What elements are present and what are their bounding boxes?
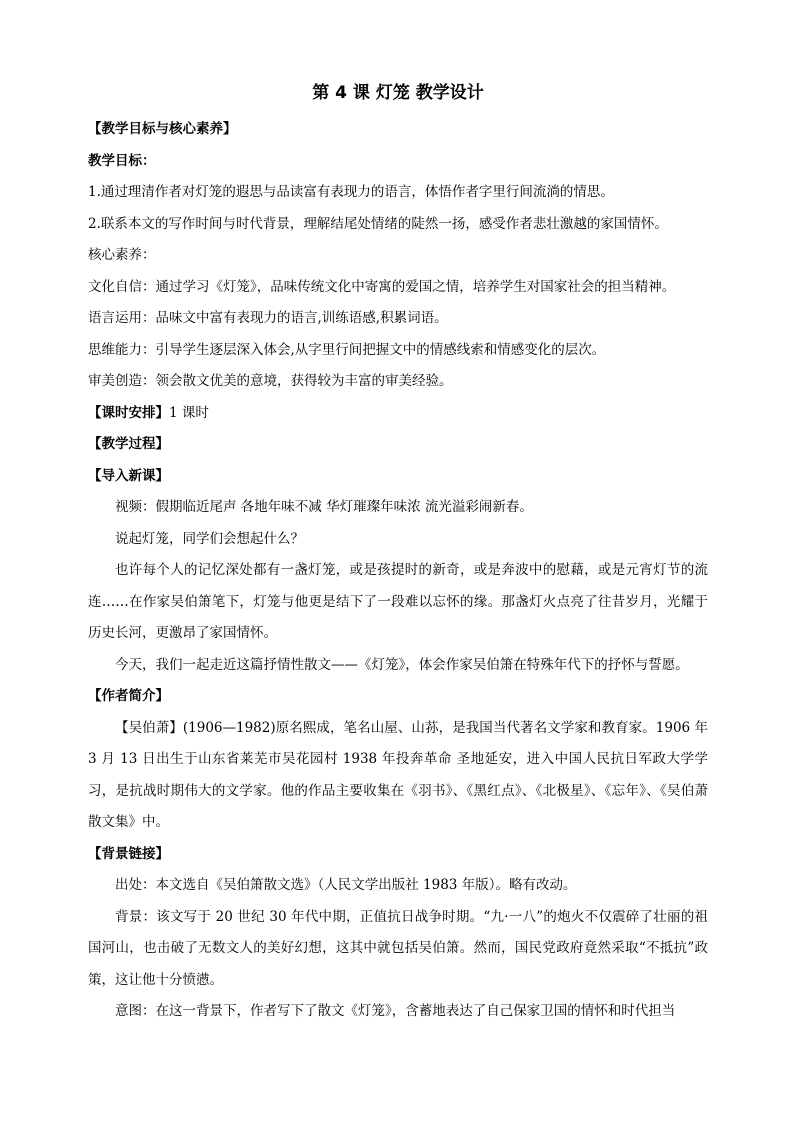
author-paragraph: 【吴伯萧】(1906—1982)原名熙成，笔名山屋、山荪，是我国当代著名文学家和教育家。1906 年 3 月 13 日出生于山东省莱芜市吴花园村 1938 年投奔革命 圣地延安，进入中国人民抗日军政大学学习，是抗战时期伟大的文学家。他的作品主要收集在《羽书》、《黑红点》、《北极星》、《忘年》、《吴伯萧散文集》中。 bbox=[88, 719, 708, 830]
hours-value: 1 课时 bbox=[169, 404, 209, 421]
background-heading: 【背景链接】 bbox=[88, 845, 169, 862]
goal-1: 1.通过理清作者对灯笼的遐思与品读富有表现力的语言，体悟作者字里行间流淌的情思。 bbox=[88, 184, 614, 200]
document-page bbox=[88, 80, 708, 1028]
page-title: 第 4 课 灯笼 教学设计 bbox=[312, 83, 484, 103]
core-3: 思维能力：引导学生逐层深入体会,从字里行间把握文中的情感线索和情感变化的层次。 bbox=[88, 341, 606, 358]
intent-paragraph: 意图：在这一背景下，作者写下了散文《灯笼》，含蓄地表达了自己保家卫国的情怀和时代担当 bbox=[115, 1003, 676, 1019]
intro-paragraph-4: 今天，我们一起走近这篇抒情性散文——《灯笼》，体会作家吴伯箫在特殊年代下的抒怀与誓愿。 bbox=[115, 656, 689, 673]
hours-heading: 【课时安排】 bbox=[88, 404, 169, 421]
core-4: 审美创造：领会散文优美的意境，获得较为丰富的审美经验。 bbox=[88, 373, 453, 389]
source-paragraph: 出处：本文选自《吴伯箫散文选》（人民文学出版社 1983 年版）。略有改动。 bbox=[115, 877, 577, 893]
core-1: 文化自信：通过学习《灯笼》，品味传统文化中寄寓的爱国之情，培养学生对国家社会的担当精神。 bbox=[88, 278, 676, 295]
process-heading: 【教学过程】 bbox=[88, 436, 169, 452]
core-label: 核心素养： bbox=[88, 247, 156, 263]
intro-heading: 【导入新课】 bbox=[88, 467, 169, 484]
author-heading: 【作者简介】 bbox=[88, 688, 169, 704]
core-2: 语言运用：品味文中富有表现力的语言,训练语感,积累词语。 bbox=[88, 310, 448, 326]
intro-paragraph-1: 视频：假期临近尾声 各地年味不减 华灯璀璨年味浓 流光溢彩闹新春。 bbox=[115, 499, 533, 515]
hours-line bbox=[88, 398, 708, 430]
background-paragraph: 背景：该文写于 20 世纪 30 年代中期，正值抗日战争时期。“九·一八”的炮火不仅震碎了壮丽的祖国河山，也击破了无数文人的美好幻想，这其中就包括吴伯箫。然而，国民党政府竟然采取“不抵抗”政策，这让他十分愤懑。 bbox=[88, 908, 708, 988]
goals-label: 教学目标： bbox=[88, 152, 156, 169]
goals-heading: 【教学目标与核心素养】 bbox=[88, 121, 237, 137]
intro-paragraph-3: 也许每个人的记忆深处都有一盏灯笼，或是孩提时的新奇，或是奔波中的慰藉，或是元宵灯节的流连……在作家吴伯箫笔下，灯笼与他更是结下了一段难以忘怀的缘。那盏灯火点亮了往昔岁月，光耀于历史长河，更激昂了家国情怀。 bbox=[88, 562, 708, 641]
intro-paragraph-2: 说起灯笼，同学们会想起什么？ bbox=[115, 530, 304, 547]
goal-2: 2.联系本文的写作时间与时代背景，理解结尾处情绪的陡然一扬，感受作者悲壮激越的家国情怀。 bbox=[88, 215, 668, 232]
